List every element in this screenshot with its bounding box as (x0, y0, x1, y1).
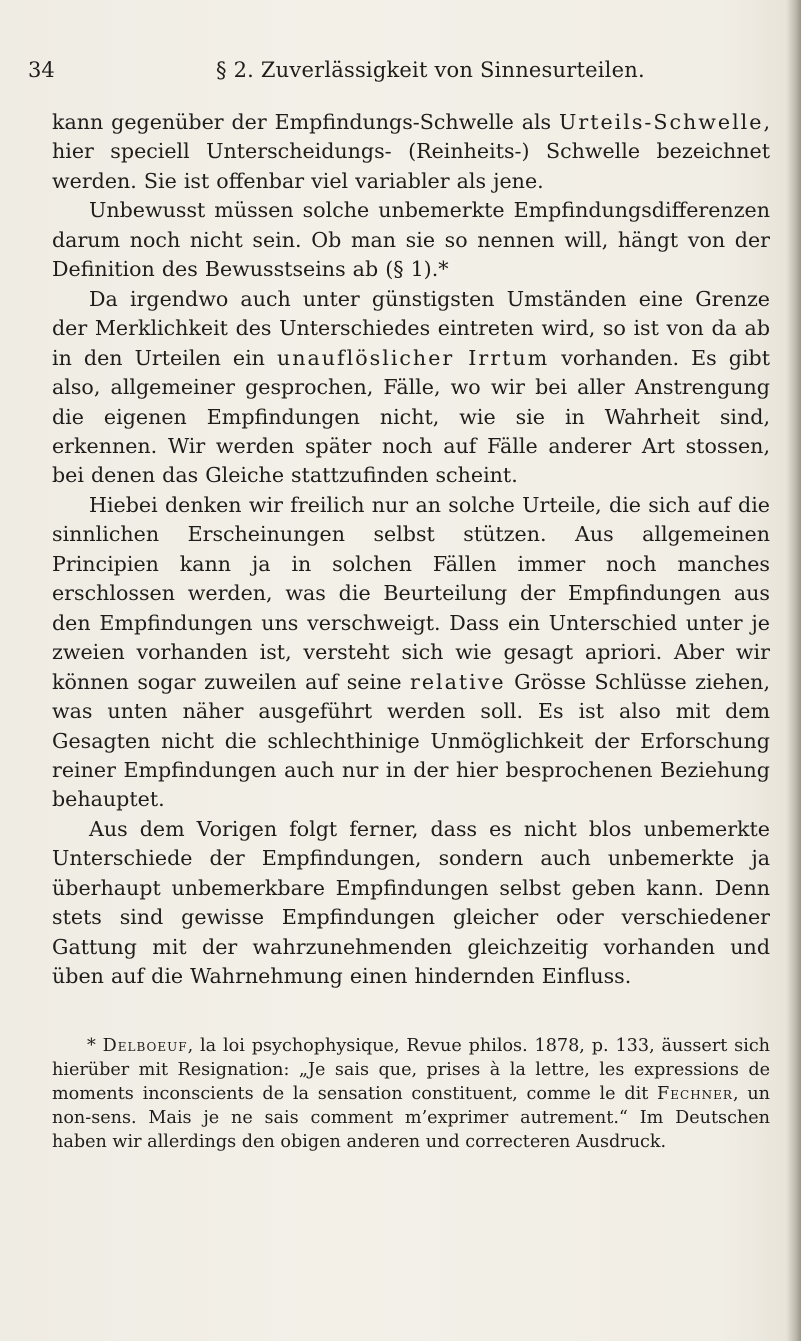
main-text (52, 108, 770, 992)
paragraph-4: Hiebei denken wir freilich nur an solche Urteile, die sich auf die sinnlichen Erscheinungen selbst stützen. Aus allgemeinen Principien kann ja in solchen Fällen immer noch manches erschlossen werden, was die Beurteilung der Empfindungen aus den Empfindungen uns verschweigt. Dass ein Unterschied unter je zweien vorhanden ist, versteht sich wie gesagt apriori. Aber wir können sogar zuweilen auf seine relative Grösse Schlüsse ziehen, was unten näher ausgeführt werden soll. Es ist also mit dem Gesagten nicht die schlechthinige Unmöglichkeit der Erforschung reiner Empfindungen auch nur in der hier besprochenen Beziehung behauptet. (52, 492, 770, 812)
author-delboeuf: Delboeuf (102, 1036, 188, 1056)
author-fechner: Fechner (657, 1084, 733, 1104)
paragraph-5: Aus dem Vorigen folgt ferner, dass es nicht blos unbemerkte Unterschiede der Empfindungen, sondern auch unbemerkte ja überhaupt unbemerkbare Empfindungen selbst geben kann. Denn stets sind gewisse Empfindungen gleicher oder verschiedener Gattung mit der wahrzunehmenden gleichzeitig vorhanden und üben auf die Wahrnehmung einen hindernden Einfluss. (52, 816, 770, 989)
paragraph-3: Da irgendwo auch unter günstigsten Umständen eine Grenze der Merklichkeit des Unterschiedes eintreten wird, so ist von da ab in den Urteilen ein unauflöslicher Irrtum vorhanden. Es gibt also, allgemeiner gesprochen, Fälle, wo wir bei aller Anstrengung die eigenen Empfindungen nicht, wie sie in Wahrheit sind, erkennen. Wir werden später noch auf Fälle anderer Art stossen, bei denen das Gleiche stattzufinden scheint. (52, 286, 770, 488)
footnote-text: * Delboeuf, la loi psychophysique, Revue philos. 1878, p. 133, äussert sich hierüber mit Resignation: „Je sais que, prises à la lettre, les expressions de moments inconscients de la sensation constituent, comme le dit Fechner, un non-sens. Mais je ne sais comment m’exprimer autrement.“ Im Deutschen haben wir allerdings den obigen anderen und correcteren Ausdruck. (52, 1036, 771, 1152)
paragraph-1: kann gegenüber der Empfindungs-Schwelle als Urteils-Schwelle, hier speciell Unterscheidungs- (Reinheits-) Schwelle bezeichnet werden. Sie ist offenbar viel variabler als jene. (52, 110, 770, 193)
emphasis-relative: relative (410, 669, 506, 694)
page-number: 34 (28, 58, 55, 82)
paragraph-2: Unbewusst müssen solche unbemerkte Empfindungsdifferenzen darum noch nicht sein. Ob man sie so nennen will, hängt von der Definition des Bewusstseins ab (§ 1).* (52, 198, 770, 282)
page-header (28, 58, 768, 92)
emphasis-urteils-schwelle: Urteils-Schwelle (559, 110, 764, 134)
page-edge-shadow (787, 0, 801, 1341)
emphasis-unaufloeslicher-irrtum: unauflöslicher Irrtum (276, 345, 550, 370)
footnote (52, 1034, 770, 1154)
running-head: § 2. Zuverlässigkeit von Sinnesurteilen. (216, 58, 645, 82)
footnote-marker: * (87, 1036, 103, 1056)
